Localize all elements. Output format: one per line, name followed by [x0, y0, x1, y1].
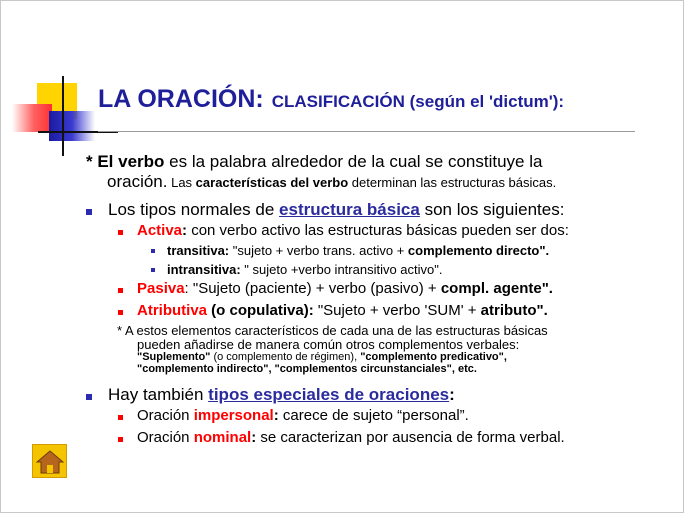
bullet: [151, 268, 155, 272]
note-line-4: "complemento indirecto", "complementos circunstanciales", etc.: [137, 363, 477, 375]
activa-line: Activa: con verbo activo las estructuras básicas pueden ser dos:: [137, 222, 569, 239]
bullet: [86, 209, 92, 215]
bullet: [118, 437, 123, 442]
note-line-3: "Suplemento" (o complemento de régimen), "complemento predicativo",: [137, 351, 507, 363]
home-button[interactable]: [32, 444, 67, 478]
slide-title: [98, 85, 564, 114]
home-icon: [36, 449, 64, 475]
bullet: [86, 394, 92, 400]
impersonal-line: Oración impersonal: carece de sujeto “personal”.: [137, 407, 469, 424]
note-line-1: * A estos elementos característicos de cada una de las estructuras básicas: [117, 323, 548, 338]
title-sub: CLASIFICACIÓN (según el 'dictum'):: [271, 92, 565, 111]
title-main: LA ORACIÓN:: [98, 85, 264, 113]
intro-verbo: El verbo: [97, 152, 165, 171]
nominal-line: Oración nominal: se caracterizan por ausencia de forma verbal.: [137, 429, 565, 446]
pasiva-line: Pasiva: "Sujeto (paciente) + verbo (pasivo) + compl. agente".: [137, 280, 553, 297]
title-underline: [98, 131, 635, 132]
bullet: [151, 249, 155, 253]
tipos-especiales-link[interactable]: tipos especiales de oraciones: [208, 385, 450, 404]
transitiva-line: transitiva: "sujeto + verbo trans. activo + complemento directo".: [167, 243, 550, 258]
bullet: [118, 288, 123, 293]
intro-line-2: oración. Las características del verbo determinan las estructuras básicas.: [107, 172, 557, 191]
atributiva-line: Atributiva (o copulativa): "Sujeto + verbo 'SUM' + atributo".: [137, 302, 548, 319]
logo-vertical-line: [62, 76, 64, 156]
bullet: [118, 415, 123, 420]
tipos-line: Los tipos normales de estructura básica son los siguientes:: [108, 200, 565, 219]
note-line-2: pueden añadirse de manera común otros complementos verbales:: [137, 337, 520, 352]
bullet: [118, 230, 123, 235]
logo-blue-gradient: [49, 111, 95, 141]
bullet: [118, 310, 123, 315]
intransitiva-line: intransitiva: " sujeto +verbo intransitivo activo".: [167, 262, 443, 277]
estructura-basica-link[interactable]: estructura básica: [279, 200, 420, 219]
intro-line-1: * El verbo es la palabra alrededor de la cual se constituye la: [86, 152, 543, 171]
especiales-line: Hay también tipos especiales de oraciones:: [108, 385, 455, 404]
logo-red-gradient: [12, 104, 52, 132]
